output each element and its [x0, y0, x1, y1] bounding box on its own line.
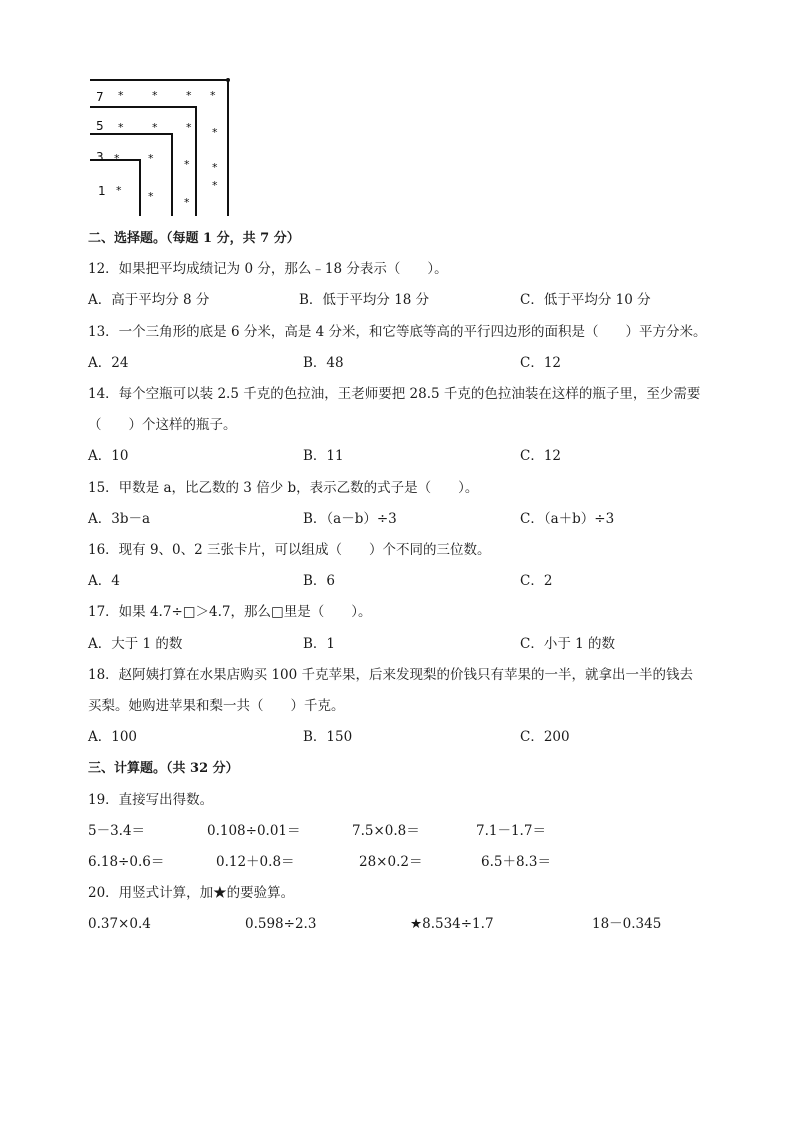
star: *	[212, 161, 218, 174]
q12-option-b: B．低于平均分 18 分	[299, 292, 430, 308]
question-13: 13．一个三角形的底是 6 分米，高是 4 分米，和它等底等高的平行四边形的面积是（ ）平方分米。	[88, 324, 707, 340]
number-3: 3	[96, 150, 104, 164]
l-line-7	[90, 80, 228, 216]
q15-option-b: B．（a－b）÷3	[303, 511, 397, 527]
vertical-calc-item: ★8.534÷1.7	[410, 916, 494, 932]
section3-title: 三、计算题。（共 32 分）	[88, 761, 239, 776]
question-18-cont: 买梨。她购进苹果和梨一共（ ）千克。	[88, 698, 345, 714]
calc-item: 6.5＋8.3＝	[481, 854, 551, 870]
star: *	[186, 89, 192, 102]
star: *	[148, 152, 154, 165]
star: *	[186, 121, 192, 134]
question-18: 18．赵阿姨打算在水果店购买 100 千克苹果，后来发现梨的价钱只有苹果的一半，就拿出一半的钱去	[88, 667, 694, 683]
star: *	[114, 152, 120, 165]
calc-item: 28×0.2＝	[359, 854, 423, 870]
star: *	[152, 121, 158, 134]
number-1: 1	[98, 184, 106, 198]
star: *	[210, 89, 216, 102]
q17-option-a: A．大于 1 的数	[88, 636, 183, 652]
section2-title: 二、选择题。（每题 1 分，共 7 分）	[88, 231, 300, 246]
star: *	[212, 126, 218, 139]
calc-item: 6.18÷0.6＝	[88, 854, 165, 870]
star: *	[118, 89, 124, 102]
star: *	[184, 158, 190, 171]
l-line-5	[90, 107, 196, 216]
star: *	[152, 89, 158, 102]
question-15: 15．甲数是 a，比乙数的 3 倍少 b，表示乙数的式子是（ ）。	[88, 480, 479, 496]
star: *	[148, 190, 154, 203]
vertical-calc-item: 0.37×0.4	[88, 916, 151, 932]
q16-option-b: B．6	[303, 573, 336, 589]
question-12: 12．如果把平均成绩记为 0 分，那么﹣18 分表示（ ）。	[88, 261, 448, 277]
q13-option-b: B．48	[303, 355, 344, 371]
number-5: 5	[96, 119, 104, 133]
number-pattern-figure	[86, 74, 236, 219]
question-16: 16．现有 9、0、2 三张卡片，可以组成（ ）个不同的三位数。	[88, 542, 491, 558]
calc-item: 7.5×0.8＝	[352, 823, 420, 839]
q16-option-c: C．2	[520, 573, 553, 589]
q18-option-c: C．200	[520, 729, 570, 745]
q12-option-c: C．低于平均分 10 分	[520, 292, 651, 308]
q18-option-b: B．150	[303, 729, 353, 745]
q15-option-a: A．3b－a	[88, 511, 151, 527]
star: *	[118, 121, 124, 134]
q18-option-a: A．100	[88, 729, 138, 745]
q17-option-b: B．1	[303, 636, 336, 652]
question-20: 20．用竖式计算，加★的要验算。	[88, 885, 295, 901]
q12-option-a: A．高于平均分 8 分	[88, 292, 210, 308]
corner-dot	[226, 78, 230, 82]
question-14-cont: （ ）个这样的瓶子。	[88, 417, 237, 433]
q13-option-a: A．24	[88, 355, 129, 371]
calc-item: 5－3.4＝	[88, 823, 146, 839]
calc-item: 7.1－1.7＝	[476, 823, 546, 839]
question-17: 17．如果 4.7÷□＞4.7，那么□里是（ ）。	[88, 604, 372, 620]
q15-option-c: C．（a＋b）÷3	[520, 511, 615, 527]
l-line-3	[90, 134, 172, 216]
star: *	[184, 196, 190, 209]
calc-item: 0.12＋0.8＝	[216, 854, 295, 870]
vertical-calc-item: 0.598÷2.3	[245, 916, 317, 932]
q14-option-a: A．10	[88, 448, 129, 464]
q14-option-b: B．11	[303, 448, 344, 464]
question-19: 19．直接写出得数。	[88, 792, 214, 808]
q17-option-c: C．小于 1 的数	[520, 636, 616, 652]
pattern-svg	[86, 74, 236, 219]
q13-option-c: C．12	[520, 355, 562, 371]
calc-item: 0.108÷0.01＝	[207, 823, 301, 839]
q16-option-a: A．4	[88, 573, 120, 589]
vertical-calc-item: 18－0.345	[592, 916, 662, 932]
star: *	[116, 184, 122, 197]
number-7: 7	[96, 90, 104, 104]
star: *	[212, 179, 218, 192]
q14-option-c: C．12	[520, 448, 562, 464]
question-14: 14．每个空瓶可以装 2.5 千克的色拉油，王老师要把 28.5 千克的色拉油装在这样的瓶子里，至少需要	[88, 386, 701, 402]
